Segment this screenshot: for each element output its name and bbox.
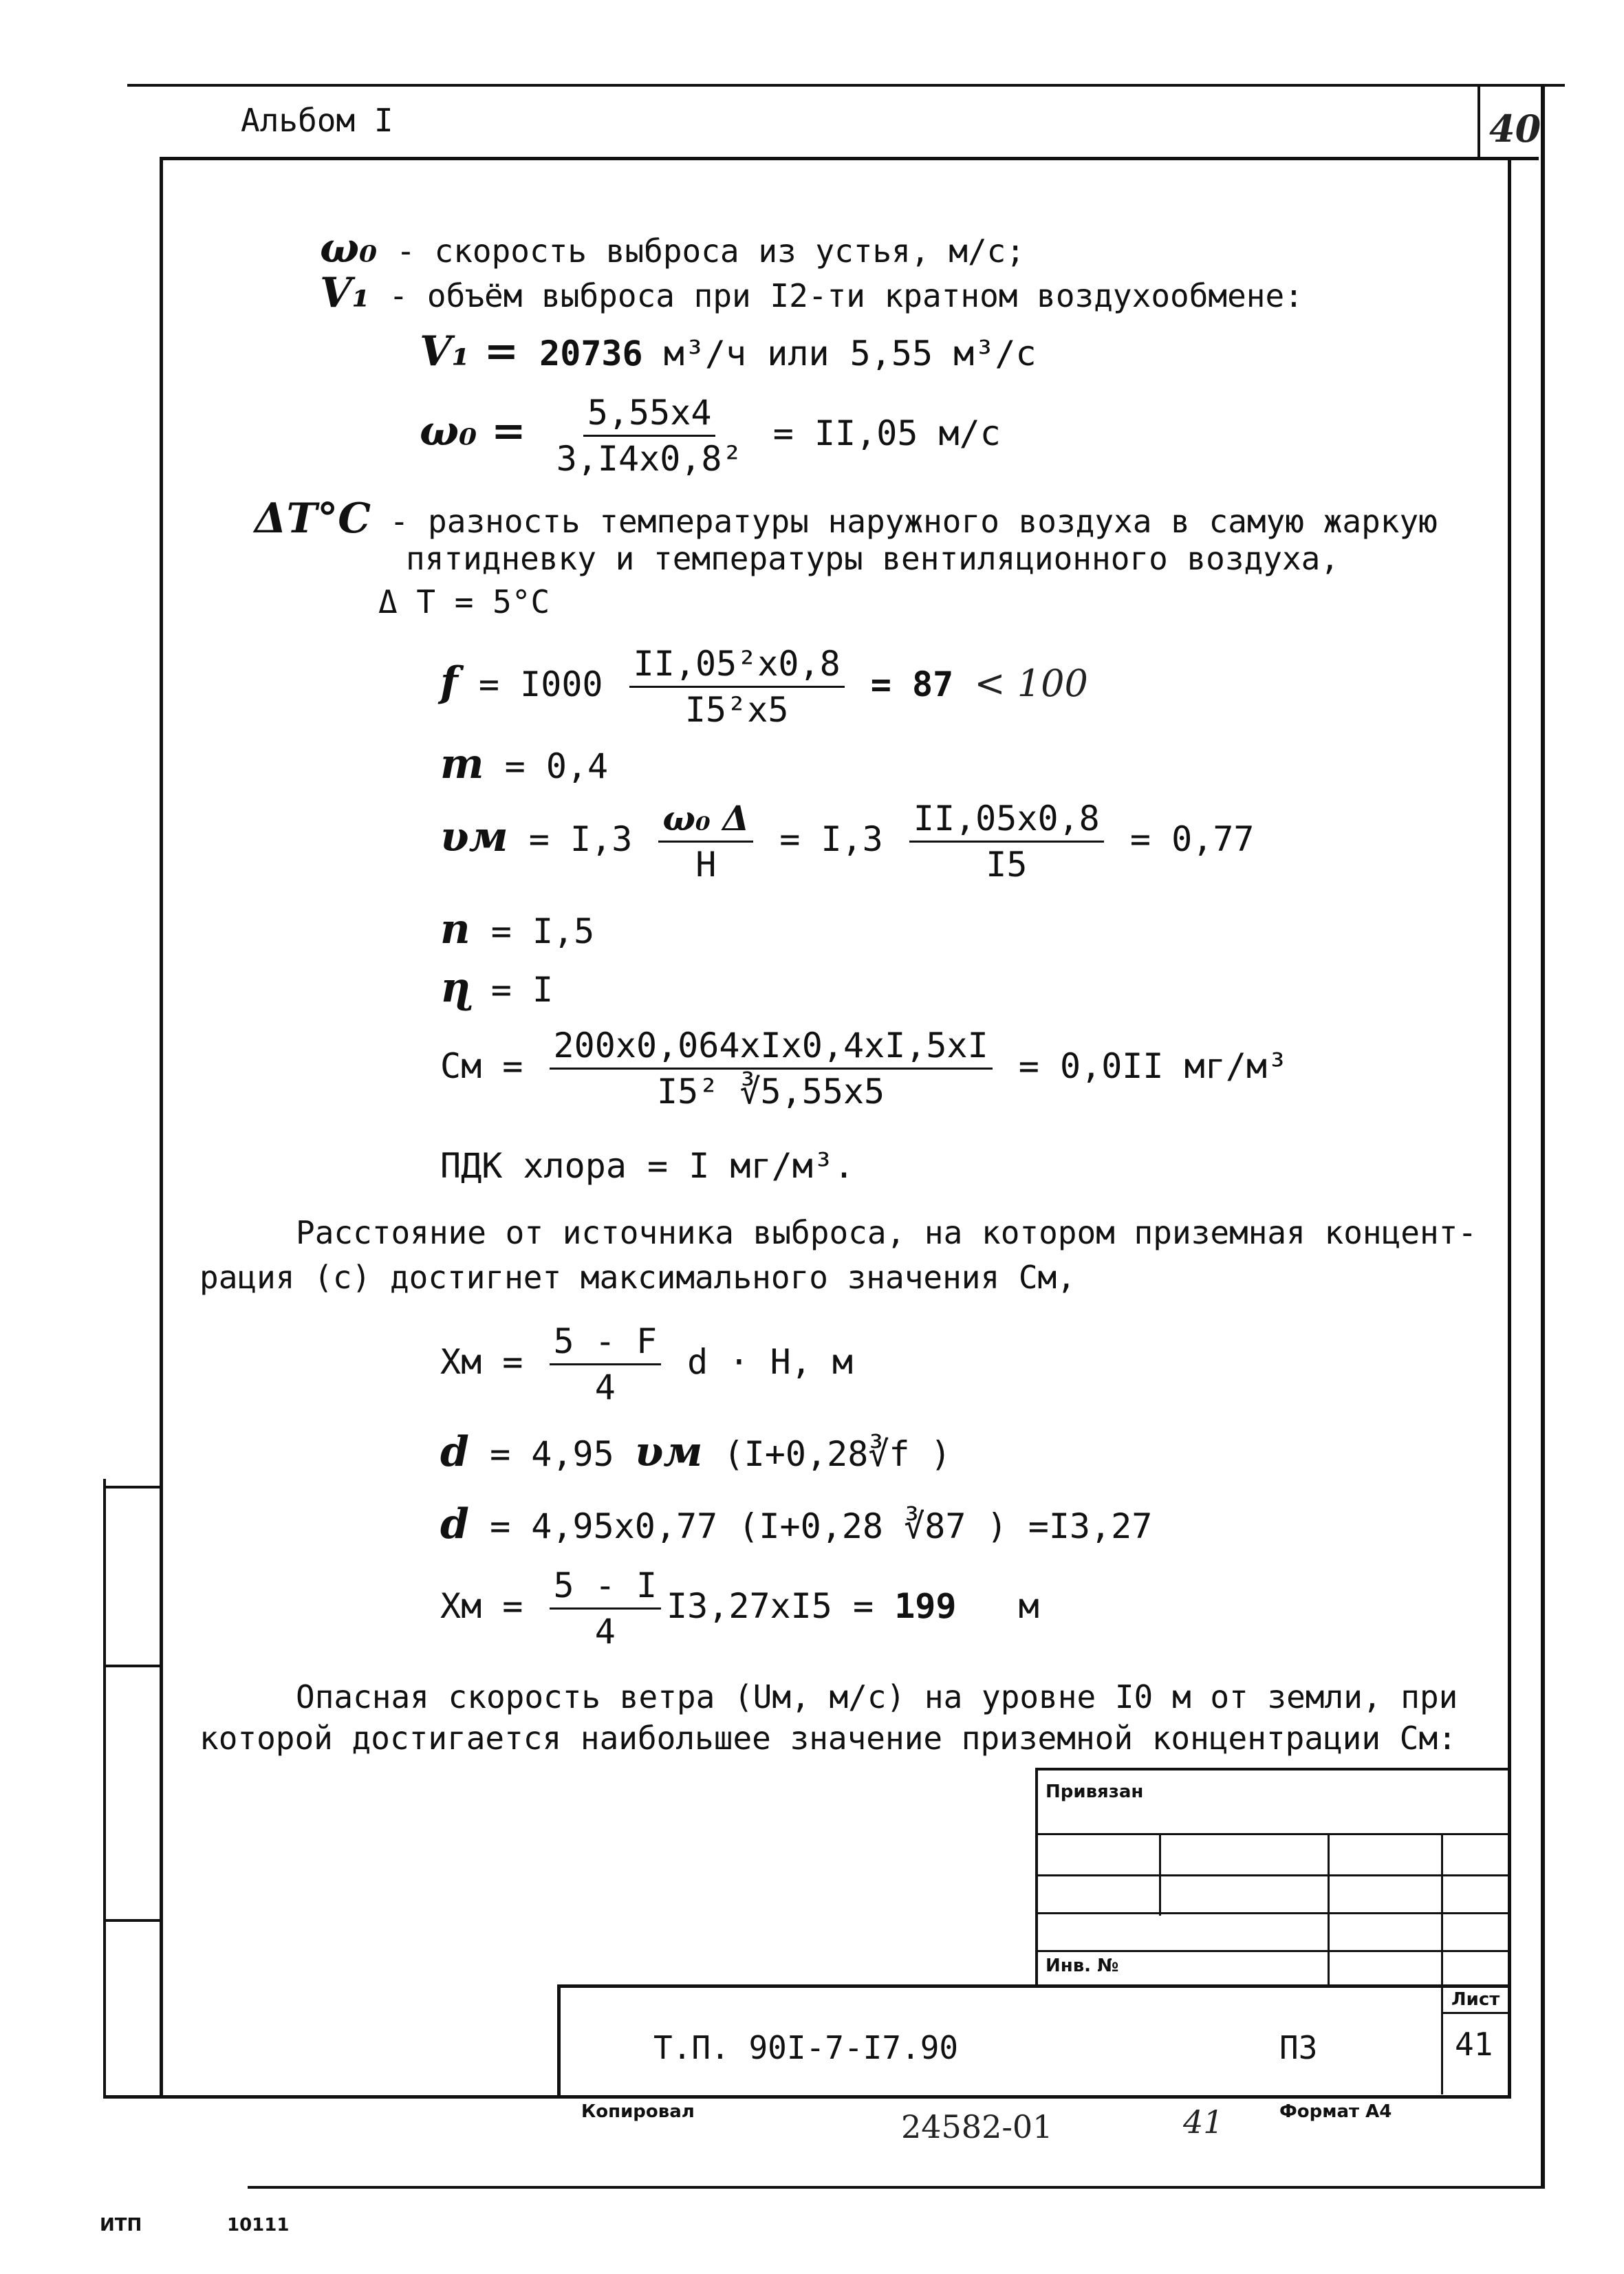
m-equation [440,739,608,789]
vm-eq-fraction-1 [658,798,753,885]
para1-line1: Расстояние от источника выброса, на котором приземная концент- [296,1214,1477,1251]
f-eq-mid: = I000 [478,664,603,704]
v1-equation [420,327,1037,376]
f-eq-result: = 87 [870,664,954,704]
xm-calc-result: 199 [894,1586,957,1626]
footer-hand-page: 41 [1183,2103,1224,2141]
n-eq-rest: = I,5 [490,911,595,951]
footer-order-number: 24582-01 [901,2108,1053,2145]
frame-right-line [1508,157,1511,2097]
w0-eq-fraction [552,392,747,479]
dt-symbol: ΔT°C [255,495,371,543]
tb-row-3 [1035,1912,1510,1914]
dt-equation: Δ T = 5°C [378,583,550,620]
w0-eq-den: 3,I4x0,8² [556,439,743,479]
def-v1 [320,268,1303,318]
xm-formula-lhs: Xм = [440,1342,523,1382]
xm-calc-den: 4 [594,1612,616,1652]
corner-box-left [1477,84,1480,160]
dt-text: - разность температуры наружного воздуха в самую жаркую [389,503,1438,540]
frame-outer-bottom-line [248,2186,1545,2189]
footer-format: Формат А4 [1279,2101,1392,2122]
cm-eq-lhs: См = [440,1046,523,1086]
v1-eq-rest: м³/ч или 5,55 м³/с [642,334,1037,373]
tb-sheet-number: 41 [1455,2026,1493,2063]
vm-eq-fraction-2 [909,798,1104,885]
xm-formula-den: 4 [594,1367,616,1407]
cm-eq-fraction [550,1025,993,1112]
w0-equation [420,392,1001,479]
w0-eq-lhs: ω₀ = [420,407,526,455]
frame-outer-right-line [1541,84,1545,2189]
n-equation [440,905,594,954]
tb-col-1 [1159,1833,1161,1916]
frame-inner-top-line [160,157,1539,160]
d-calc-rest: = 4,95x0,77 (I+0,28 ∛87 ) =I3,27 [490,1506,1153,1546]
vm-eq-den1: H [695,845,717,885]
n-eq-lhs: n [440,905,470,953]
frame-left-line [160,157,163,2097]
v1-eq-value: 20736 [539,334,643,373]
tb-doc-number: Т.П. 90I-7-I7.90 [653,2029,959,2066]
xm-calc-rest: I3,27xI5 = [667,1586,895,1626]
cm-eq-num: 200x0,064xIx0,4xI,5xI [550,1025,993,1070]
d-formula-mid: = 4,95 [490,1434,614,1474]
cm-eq-den: I5² ∛5,55x5 [657,1072,885,1112]
album-label: Альбом I [241,102,393,139]
vm-eq-den2: I5 [986,845,1028,885]
v1-eq-lhs: V₁ = [420,327,519,376]
tb-sheet-label: Лист [1451,1989,1500,2010]
tb-row-1 [1035,1833,1510,1835]
f-eq-den: I5²x5 [684,690,789,730]
xm-formula-num: 5 - F [550,1321,662,1365]
d-formula-lhs: d [440,1428,469,1476]
def-w0 [320,224,1025,273]
tb-privyazan: Привязан [1046,1782,1144,1802]
para2-line1: Опасная скорость ветра (Uм, м/с) на уровне I0 м от земли, при [296,1678,1458,1715]
eta-equation [440,963,553,1013]
para2-line2: которой достигается наибольшее значение приземной концентрации См: [199,1720,1457,1757]
vm-eq-num1: ω₀ Δ [658,798,753,843]
tb-outer-top [1035,1768,1510,1771]
eta-eq-lhs: ɳ [440,964,470,1012]
d-formula-vm: υм [634,1428,703,1476]
vm-eq-mid2: = I,3 [779,819,883,859]
tb-row-2 [1035,1874,1510,1876]
xm-formula-rest: d · H, м [687,1342,853,1382]
page-corner-number: 40 [1489,107,1541,151]
xm-formula-fraction [550,1321,662,1408]
xm-calc-lhs: Xм = [440,1586,523,1626]
xm-calc-fraction [550,1565,662,1652]
xm-calc [440,1565,1039,1652]
footer-code: 10111 [227,2215,290,2235]
def-dt [255,494,1438,543]
vm-eq-lhs: υм [440,813,508,861]
para1-line2: рация (с) достигнет максимального значения См, [199,1259,1076,1296]
footer-kopiroval: Копировал [581,2101,695,2122]
tb-col-2 [1328,1833,1330,1988]
margin-strip-tick-1 [103,1486,162,1488]
f-eq-lhs: f [440,658,458,706]
vm-equation [440,798,1255,885]
w0-text: - скорость выброса из устья, м/с; [396,232,1026,270]
tb-outer-left [1035,1768,1038,1988]
m-eq-lhs: m [440,740,484,788]
w0-symbol: ω₀ [320,224,378,272]
tb-inv: Инв. № [1046,1956,1119,1976]
margin-strip-tick-2 [103,1665,162,1667]
tb-main-left [557,1984,561,2098]
frame-bottom-line [103,2095,1511,2099]
v1-text: - объём выброса при I2-ти кратном воздухообмене: [389,277,1303,314]
frame-top-line [127,84,1565,87]
cm-equation [440,1025,1288,1112]
eta-eq-rest: = I [490,970,554,1010]
tb-section: ПЗ [1279,2029,1318,2066]
xm-calc-num: 5 - I [550,1565,662,1610]
vm-eq-num2: II,05x0,8 [909,798,1104,843]
w0-eq-rest: = II,05 м/с [772,413,1001,453]
f-eq-num: II,05²x0,8 [629,643,845,688]
margin-strip-tick-3 [103,1919,162,1922]
f-equation [440,643,1088,730]
footer-itp: ИТП [100,2215,142,2235]
v1-symbol: V₁ [320,269,370,317]
pdk-line: ПДК хлора = I мг/м³. [440,1146,855,1186]
d-formula [440,1427,951,1477]
w0-eq-num: 5,55x4 [583,392,716,437]
f-eq-handwritten: < 100 [974,662,1088,705]
margin-strip-outer [103,1479,106,2098]
cm-eq-result: = 0,0II мг/м³ [1018,1046,1288,1086]
vm-eq-mid: = I,3 [528,819,633,859]
vm-eq-result: = 0,77 [1129,819,1255,859]
dt-text-line2: пятидневку и температуры вентиляционного воздуха, [406,540,1340,577]
xm-calc-unit: м [1018,1586,1039,1626]
tb-row-4 [1035,1950,1510,1952]
tb-sheet-sep [1441,2012,1510,2014]
d-formula-rest: (I+0,28∛f ) [723,1434,951,1474]
d-calc-lhs: d [440,1500,469,1548]
tb-col-3 [1441,1833,1443,2094]
tb-main-top [557,1984,1510,1988]
xm-formula [440,1321,853,1408]
f-eq-fraction [629,643,845,730]
m-eq-rest: = 0,4 [504,746,609,786]
d-calc [440,1499,1152,1549]
